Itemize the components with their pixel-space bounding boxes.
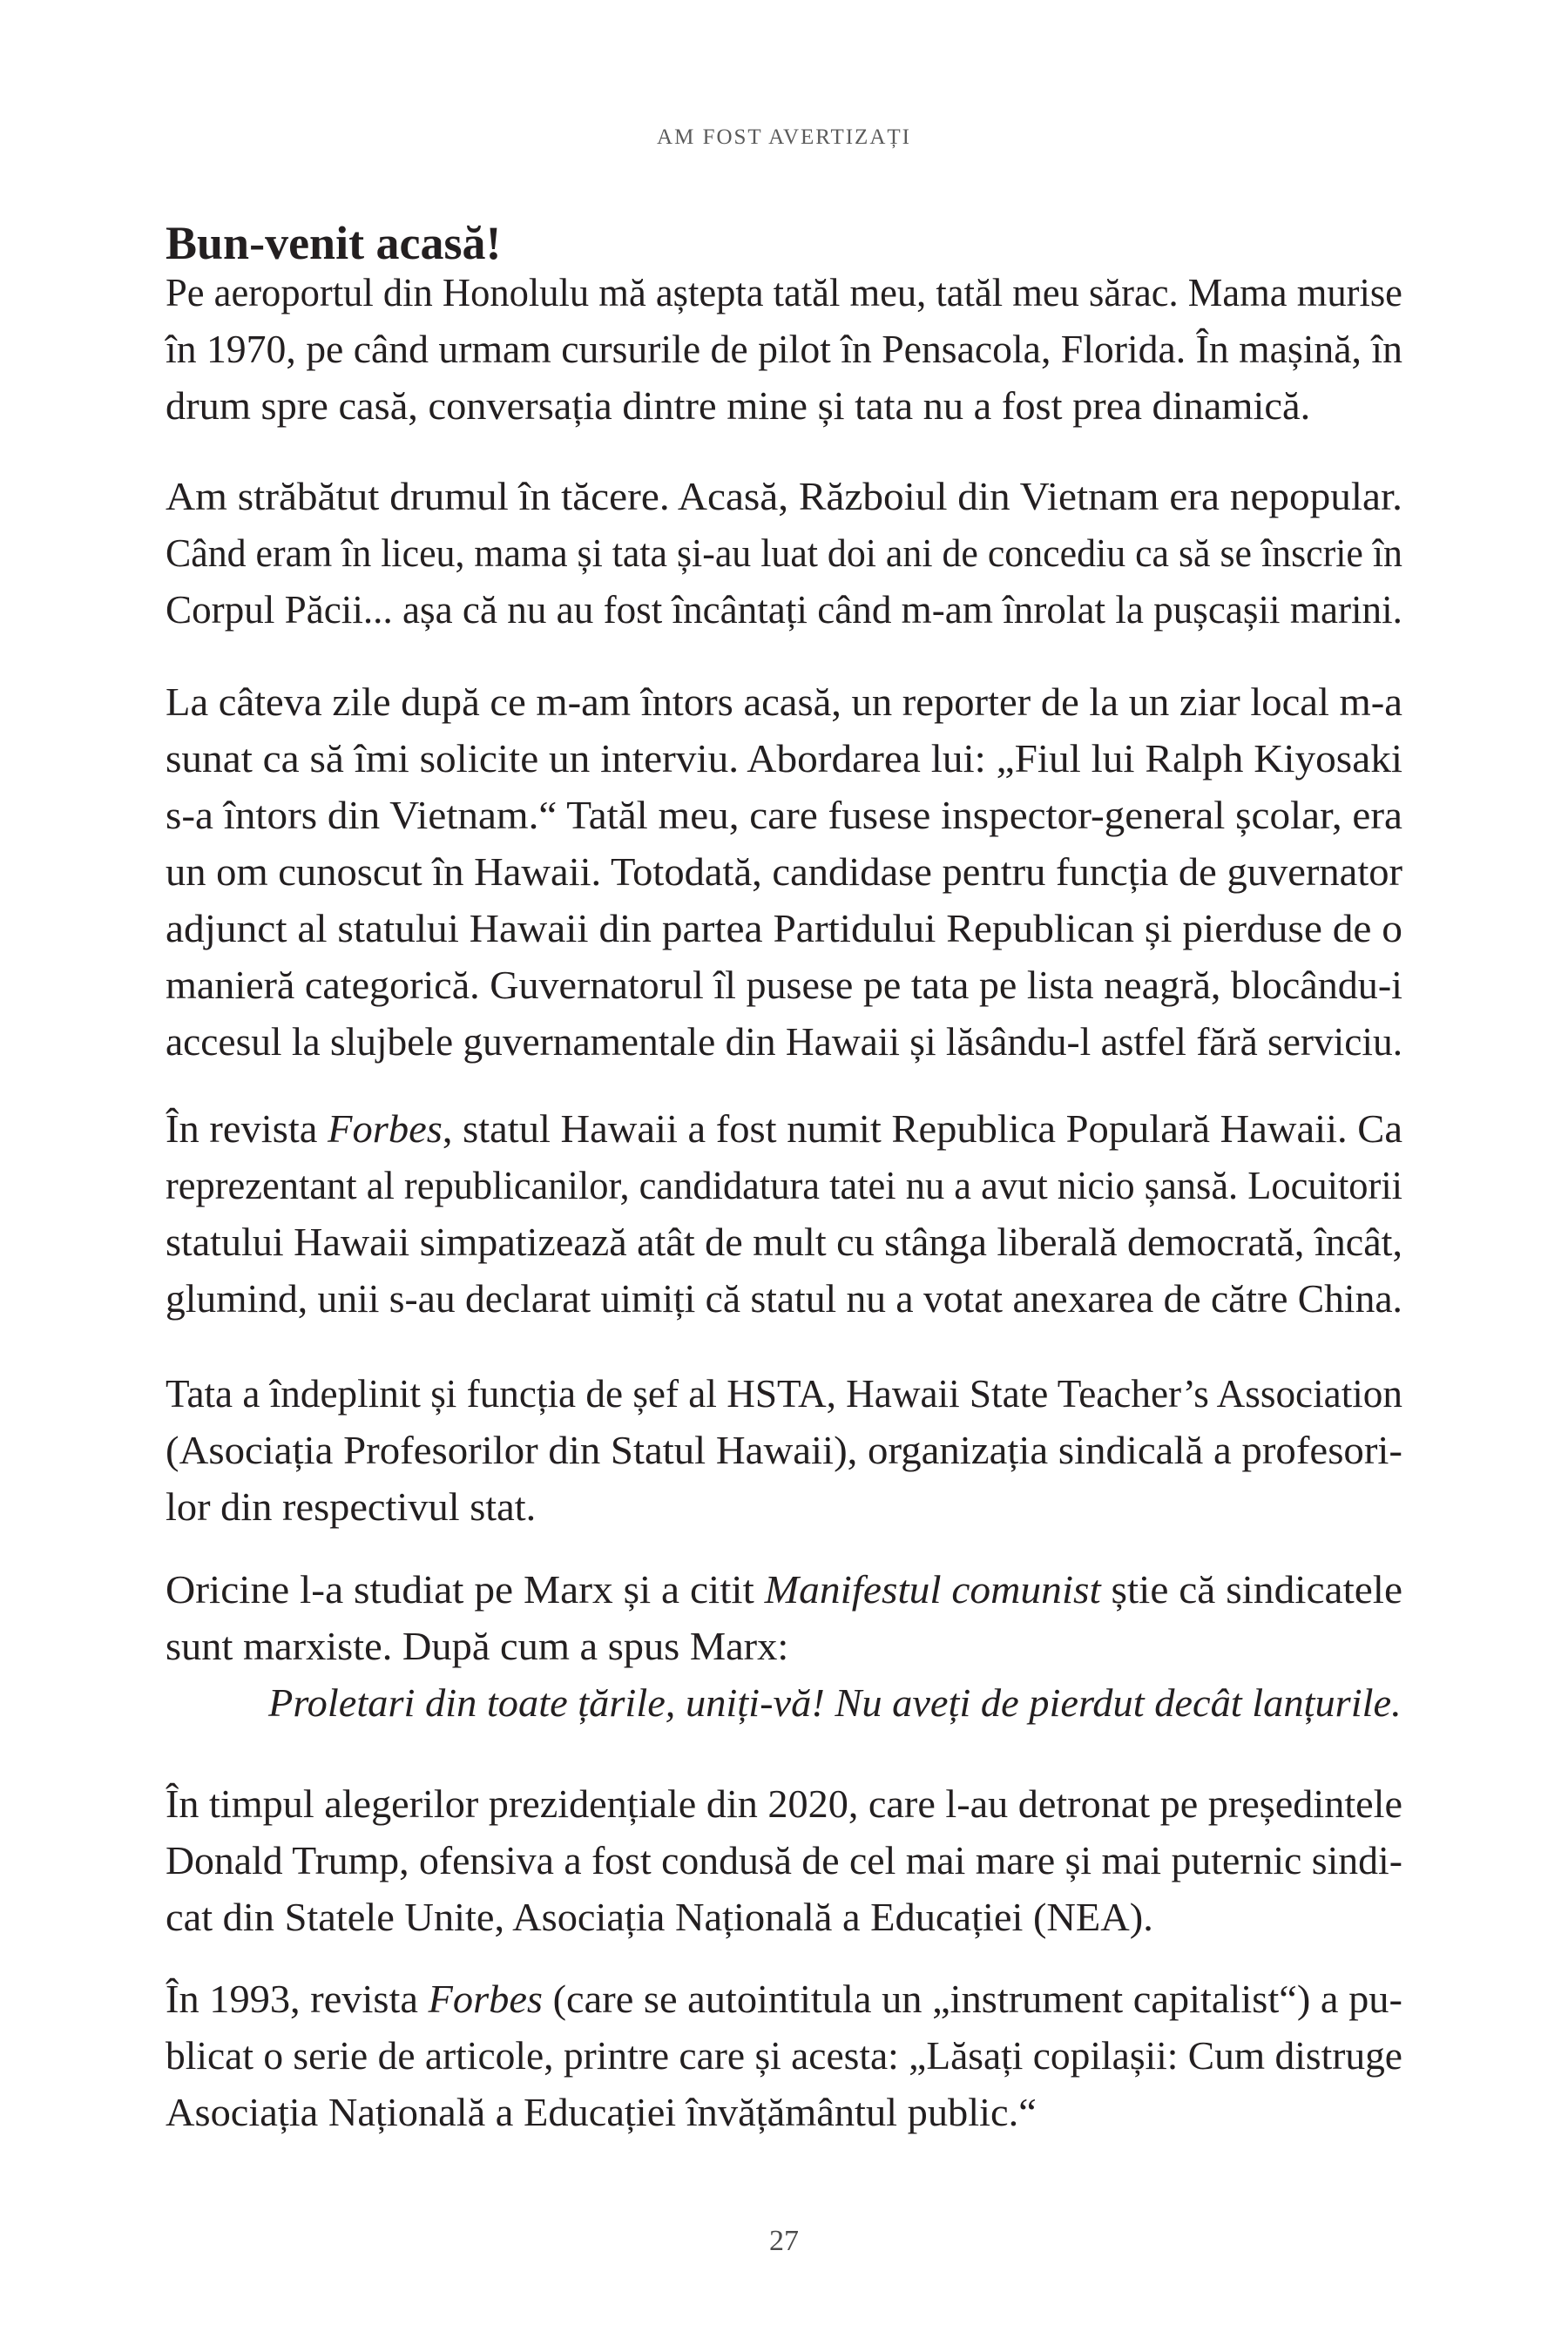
italic-title: Forbes	[428, 1977, 544, 2021]
paragraph	[166, 1561, 1402, 1731]
text-line	[166, 900, 1402, 956]
text-line	[166, 1157, 1402, 1213]
text-run: cat din Statele Unite, Asociația Națională a Educației (NEA).	[166, 1895, 1153, 1939]
text-run: În timpul alegerilor prezidențiale din 2020, care l-au detronat pe președintele	[166, 1781, 1403, 1826]
text-run: Când eram în liceu, mama și tata și-au luat doi ani de concediu ca să se înscrie în	[166, 531, 1402, 575]
text-line	[166, 1889, 1402, 1945]
text-line	[166, 1478, 1402, 1535]
text-line	[166, 2027, 1402, 2084]
text-line	[166, 1618, 1402, 1674]
text-run: În revista	[166, 1106, 328, 1151]
text-line	[166, 1213, 1402, 1270]
text-line	[166, 1561, 1402, 1618]
text-line	[166, 1970, 1402, 2027]
paragraph	[166, 1365, 1402, 1535]
italic-title: Forbes	[328, 1106, 443, 1151]
text-run: Am străbătut drumul în tăcere. Acasă, Războiul din Vietnam era nepopular.	[166, 474, 1402, 518]
text-run: statului Hawaii simpatizează atât de mult cu stânga liberală democrată, încât,	[166, 1220, 1403, 1264]
text-run: În 1993, revista	[166, 1977, 429, 2021]
section-title: Bun-venit acasă!	[166, 217, 502, 269]
text-run: s-a întors din Vietnam.“ Tatăl meu, care fusese inspector-general școlar, era	[166, 793, 1402, 837]
paragraph	[166, 1100, 1402, 1327]
text-run: (care se autointitula un „instrument capitalist“) a pu-	[543, 1977, 1402, 2021]
page-number: 27	[769, 2225, 799, 2257]
text-run: Donald Trump, ofensiva a fost condusă de cel mai mare și mai puternic sindi-	[166, 1838, 1402, 1882]
text-line	[166, 730, 1402, 787]
text-run: , statul Hawaii a fost numit Republica Populară Hawaii. Ca	[442, 1106, 1402, 1151]
text-line	[166, 468, 1402, 524]
text-run: Oricine l-a studiat pe Marx și a citit	[166, 1567, 765, 1612]
text-run: (Asociația Profesorilor din Statul Hawaii), organizația sindicală a profesori-	[166, 1428, 1403, 1472]
text-run: blicat o serie de articole, printre care și acesta: „Lăsați copilașii: Cum distruge	[166, 2033, 1402, 2078]
text-line	[166, 1832, 1402, 1889]
text-line	[166, 1013, 1402, 1070]
italic-title: Manifestul comunist	[764, 1567, 1101, 1612]
text-line	[166, 1365, 1402, 1422]
text-line	[166, 673, 1402, 730]
text-line	[166, 524, 1402, 581]
text-line	[166, 787, 1402, 843]
text-run: Asociația Națională a Educației învățământul public.“	[166, 2090, 1037, 2134]
paragraph	[166, 1970, 1402, 2140]
text-run: adjunct al statului Hawaii din partea Partidului Republican și pierduse de o	[166, 906, 1403, 950]
text-line	[166, 264, 1402, 321]
text-line	[166, 956, 1402, 1013]
quote-text: Proletari din toate țările, uniți-vă! Nu aveți de pierdut decât lanțurile.	[268, 1680, 1402, 1725]
text-run: un om cunoscut în Hawaii. Totodată, candidase pentru funcția de guvernator	[166, 849, 1403, 894]
text-run: sunat ca să îmi solicite un interviu. Abordarea lui: „Fiul lui Ralph Kiyosaki	[166, 736, 1402, 781]
text-run: Pe aeroportul din Honolulu mă aștepta tatăl meu, tatăl meu sărac. Mama murise	[166, 270, 1402, 314]
text-run: Tata a îndeplinit și funcția de șef al HSTA, Hawaii State Teacher’s Association	[166, 1371, 1403, 1416]
marx-quote	[166, 1674, 1402, 1731]
running-head: AM FOST AVERTIZAȚI	[657, 125, 911, 149]
paragraph	[166, 1775, 1402, 1945]
text-run: reprezentant al republicanilor, candidatura tatei nu a avut nicio șansă. Locuitorii	[166, 1163, 1403, 1207]
text-line	[166, 2084, 1402, 2140]
text-run: accesul la slujbele guvernamentale din Hawaii și lăsându-l astfel fără serviciu.	[166, 1019, 1403, 1064]
text-run: manieră categorică. Guvernatorul îl pusese pe tata pe lista neagră, blocându-i	[166, 963, 1402, 1007]
text-line	[166, 377, 1402, 434]
text-run: drum spre casă, conversația dintre mine și tata nu a fost prea dinamică.	[166, 383, 1311, 428]
text-run: lor din respectivul stat.	[166, 1484, 537, 1529]
text-run: Corpul Păcii... așa că nu au fost încântați când m-am înrolat la pușcașii marini.	[166, 587, 1402, 632]
paragraph	[166, 673, 1402, 1070]
text-line	[166, 321, 1402, 377]
text-run: glumind, unii s-au declarat uimiți că statul nu a votat anexarea de către China.	[166, 1276, 1402, 1321]
text-line	[166, 843, 1402, 900]
text-line	[166, 1100, 1402, 1157]
paragraph	[166, 264, 1402, 434]
text-run: sunt marxiste. După cum a spus Marx:	[166, 1624, 789, 1668]
text-line	[166, 1775, 1402, 1832]
text-line	[166, 1422, 1402, 1478]
text-run: știe că sindicatele	[1100, 1567, 1403, 1612]
text-line	[166, 1270, 1402, 1327]
text-run: La câteva zile după ce m-am întors acasă, un reporter de la un ziar local m-a	[166, 679, 1402, 724]
text-line	[166, 581, 1402, 638]
paragraph	[166, 468, 1402, 638]
text-run: în 1970, pe când urmam cursurile de pilot în Pensacola, Florida. În mașină, în	[166, 327, 1402, 371]
